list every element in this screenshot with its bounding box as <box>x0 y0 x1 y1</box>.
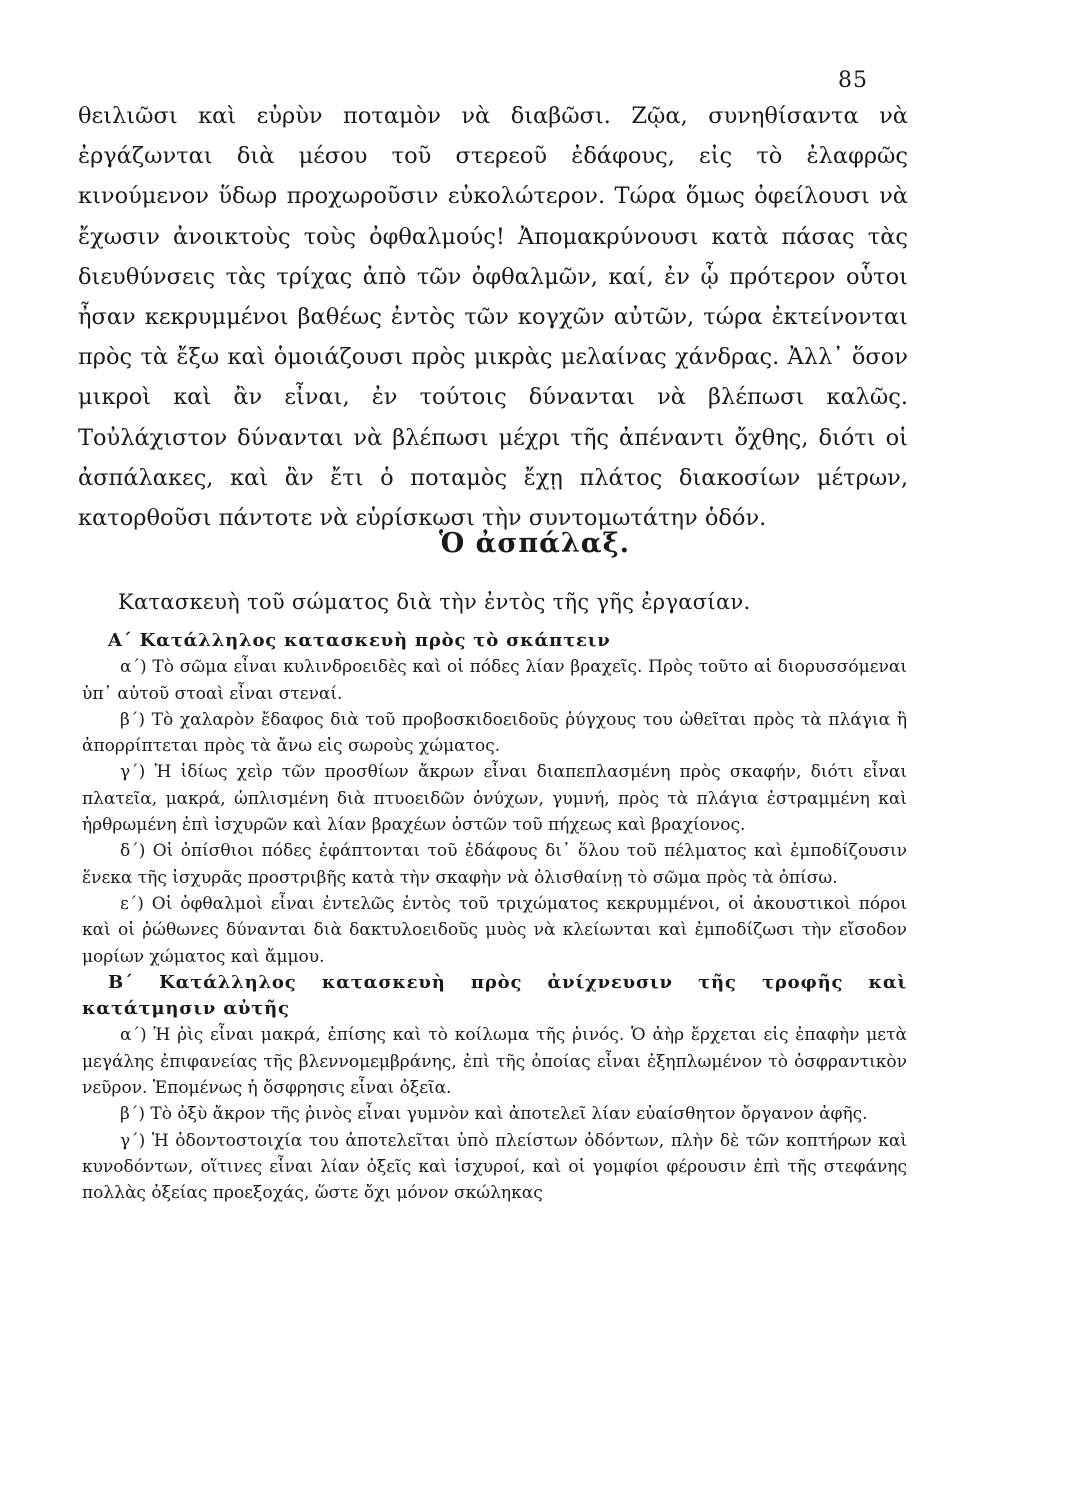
part-b-heading: Β΄ Κατάλληλος κατασκευὴ πρὸς ἀνίχνευσιν τῆς τροφῆς καὶ κατάτμησιν αὐτῆς <box>82 971 907 1020</box>
part-b-item: α΄) Ἡ ῥὶς εἶναι μακρά, ἐπίσης καὶ τὸ κοίλωμα τῆς ῥινός. Ὁ ἀὴρ ἔρχεται εἰς ἐπαφὴν μετὰ μεγάλης ἐπιφανείας τῆς βλεννομεμβράνης, ἐπὶ τῆς ὁποίας εἶναι ἐξηπλωμένον τὸ ὀσφραντικὸν νεῦρον. Ἑπομένως ἡ ὄσφρησις εἶναι ὀξεῖα. <box>82 1025 907 1099</box>
section-title: Ὁ ἀσπάλαξ. <box>439 528 630 559</box>
part-a-item: α΄) Τὸ σῶμα εἶναι κυλινδροειδὲς καὶ οἱ πόδες λίαν βραχεῖς. Πρὸς τοῦτο αἱ διορυσσόμεναι ὑπ᾽ αὐτοῦ στοαὶ εἶναι στεναί. <box>82 657 907 704</box>
part-b-item: γ΄) Ἡ ὀδοντοστοιχία του ἀποτελεῖται ὑπὸ πλείστων ὀδόντων, πλὴν δὲ τῶν κοπτήρων καὶ κυνοδόντων, οἵτινες εἶναι λίαν ὀξεῖς καὶ ἰσχυροί, καὶ οἱ γομφίοι φέρουσιν ἐπὶ τῆς στεφάνης πολλὰς ὀξείας προεξοχάς, ὥστε ὄχι μόνον σκώληκας <box>82 1130 907 1204</box>
part-a-item: β΄) Τὸ χαλαρὸν ἔδαφος διὰ τοῦ προβοσκιδοειδοῦς ῥύγχους του ὠθεῖται πρὸς τὰ πλάγια ἢ ἀπορρίπτεται πρὸς τὰ ἄνω εἰς σωροὺς χώματος. <box>82 709 907 757</box>
intro-paragraph <box>78 96 908 538</box>
intro-text: θειλιῶσι καὶ εὐρὺν ποταμὸν νὰ διαβῶσι. Ζῷα, συνηθίσαντα νὰ ἐργάζωνται διὰ μέσου τοῦ στερεοῦ ἐδάφους, εἰς τὸ ἐλαφρῶς κινούμενον ὕδωρ προχωροῦσιν εὐκολώτερον. Τώρα ὅμως ὀφείλουσι νὰ ἔχωσιν ἀνοικτοὺς τοὺς ὀφθαλμούς! Ἀπομακρύνουσι κατὰ πάσας τὰς διευθύνσεις τὰς τρίχας ἀπὸ τῶν ὀφθαλμῶν, καί, ἐν ᾧ πρότερον οὗτοι ἦσαν κεκρυμμένοι βαθέως ἐντὸς τῶν κογχῶν αὐτῶν, τώρα ἐκτείνονται πρὸς τὰ ἔξω καὶ ὁμοιάζουσι πρὸς μικρὰς μελαίνας χάνδρας. Ἀλλ᾽ ὅσον μικροὶ καὶ ἂν εἶναι, ἐν τούτοις δύνανται νὰ βλέπωσι καλῶς. Τοὐλάχιστον δύνανται νὰ βλέπωσι μέχρι τῆς ἀπέναντι ὄχθης, διότι οἱ ἀσπάλακες, καὶ ἂν ἔτι ὁ ποταμὸς ἔχῃ πλάτος διακοσίων μέτρων, κατορθοῦσι πάντοτε νὰ εὑρίσκωσι τὴν συντομωτάτην ὁδόν. <box>78 103 908 532</box>
part-a-item: δ΄) Οἱ ὀπίσθιοι πόδες ἐφάπτονται τοῦ ἐδάφους δι᾽ ὅλου τοῦ πέλματος καὶ ἐμποδίζουσιν ἕνεκα τῆς ἰσχυρᾶς προστριβῆς κατὰ τὴν σκαφὴν νὰ ὀλισθαίνῃ τὸ σῶμα πρὸς τὰ ὀπίσω. <box>82 841 907 888</box>
part-a-item: ε΄) Οἱ ὀφθαλμοὶ εἶναι ἐντελῶς ἐντὸς τοῦ τριχώματος κεκρυμμένοι, οἱ ἀκουστικοὶ πόροι καὶ οἱ ῥώθωνες δύνανται διὰ δακτυλοειδοῦς μυὸς νὰ κλείωνται καὶ ἐμποδίζωσι τὴν εἴσοδον μορίων χώματος καὶ ἄμμου. <box>82 893 907 967</box>
part-b-item: β΄) Τὸ ὀξὺ ἄκρον τῆς ῥινὸς εἶναι γυμνὸν καὶ ἀποτελεῖ λίαν εὐαίσθητον ὄργανον ἀφῆς. <box>120 1104 868 1125</box>
section-subtitle: Κατασκευὴ τοῦ σώματος διὰ τὴν ἐντὸς τῆς γῆς ἐργασίαν. <box>118 590 751 614</box>
section-body <box>82 628 907 1207</box>
part-a-heading: Α΄ Κατάλληλος κατασκευὴ πρὸς τὸ σκάπτειν <box>108 630 611 651</box>
part-a-item: γ΄) Ἡ ἰδίως χεὶρ τῶν προσθίων ἄκρων εἶναι διαπεπλασμένη πρὸς σκαφήν, διότι εἶναι πλατεῖα, μακρά, ὡπλισμένη διὰ πτυοειδῶν ὀνύχων, γυμνή, πρὸς τὰ πλάγια ἐστραμμένη καὶ ἠρθρωμένη ἐπὶ ἰσχυρῶν καὶ λίαν βραχέων ὀστῶν τοῦ πήχεως καὶ βραχίονος. <box>82 762 907 836</box>
page-number: 85 <box>838 68 868 93</box>
